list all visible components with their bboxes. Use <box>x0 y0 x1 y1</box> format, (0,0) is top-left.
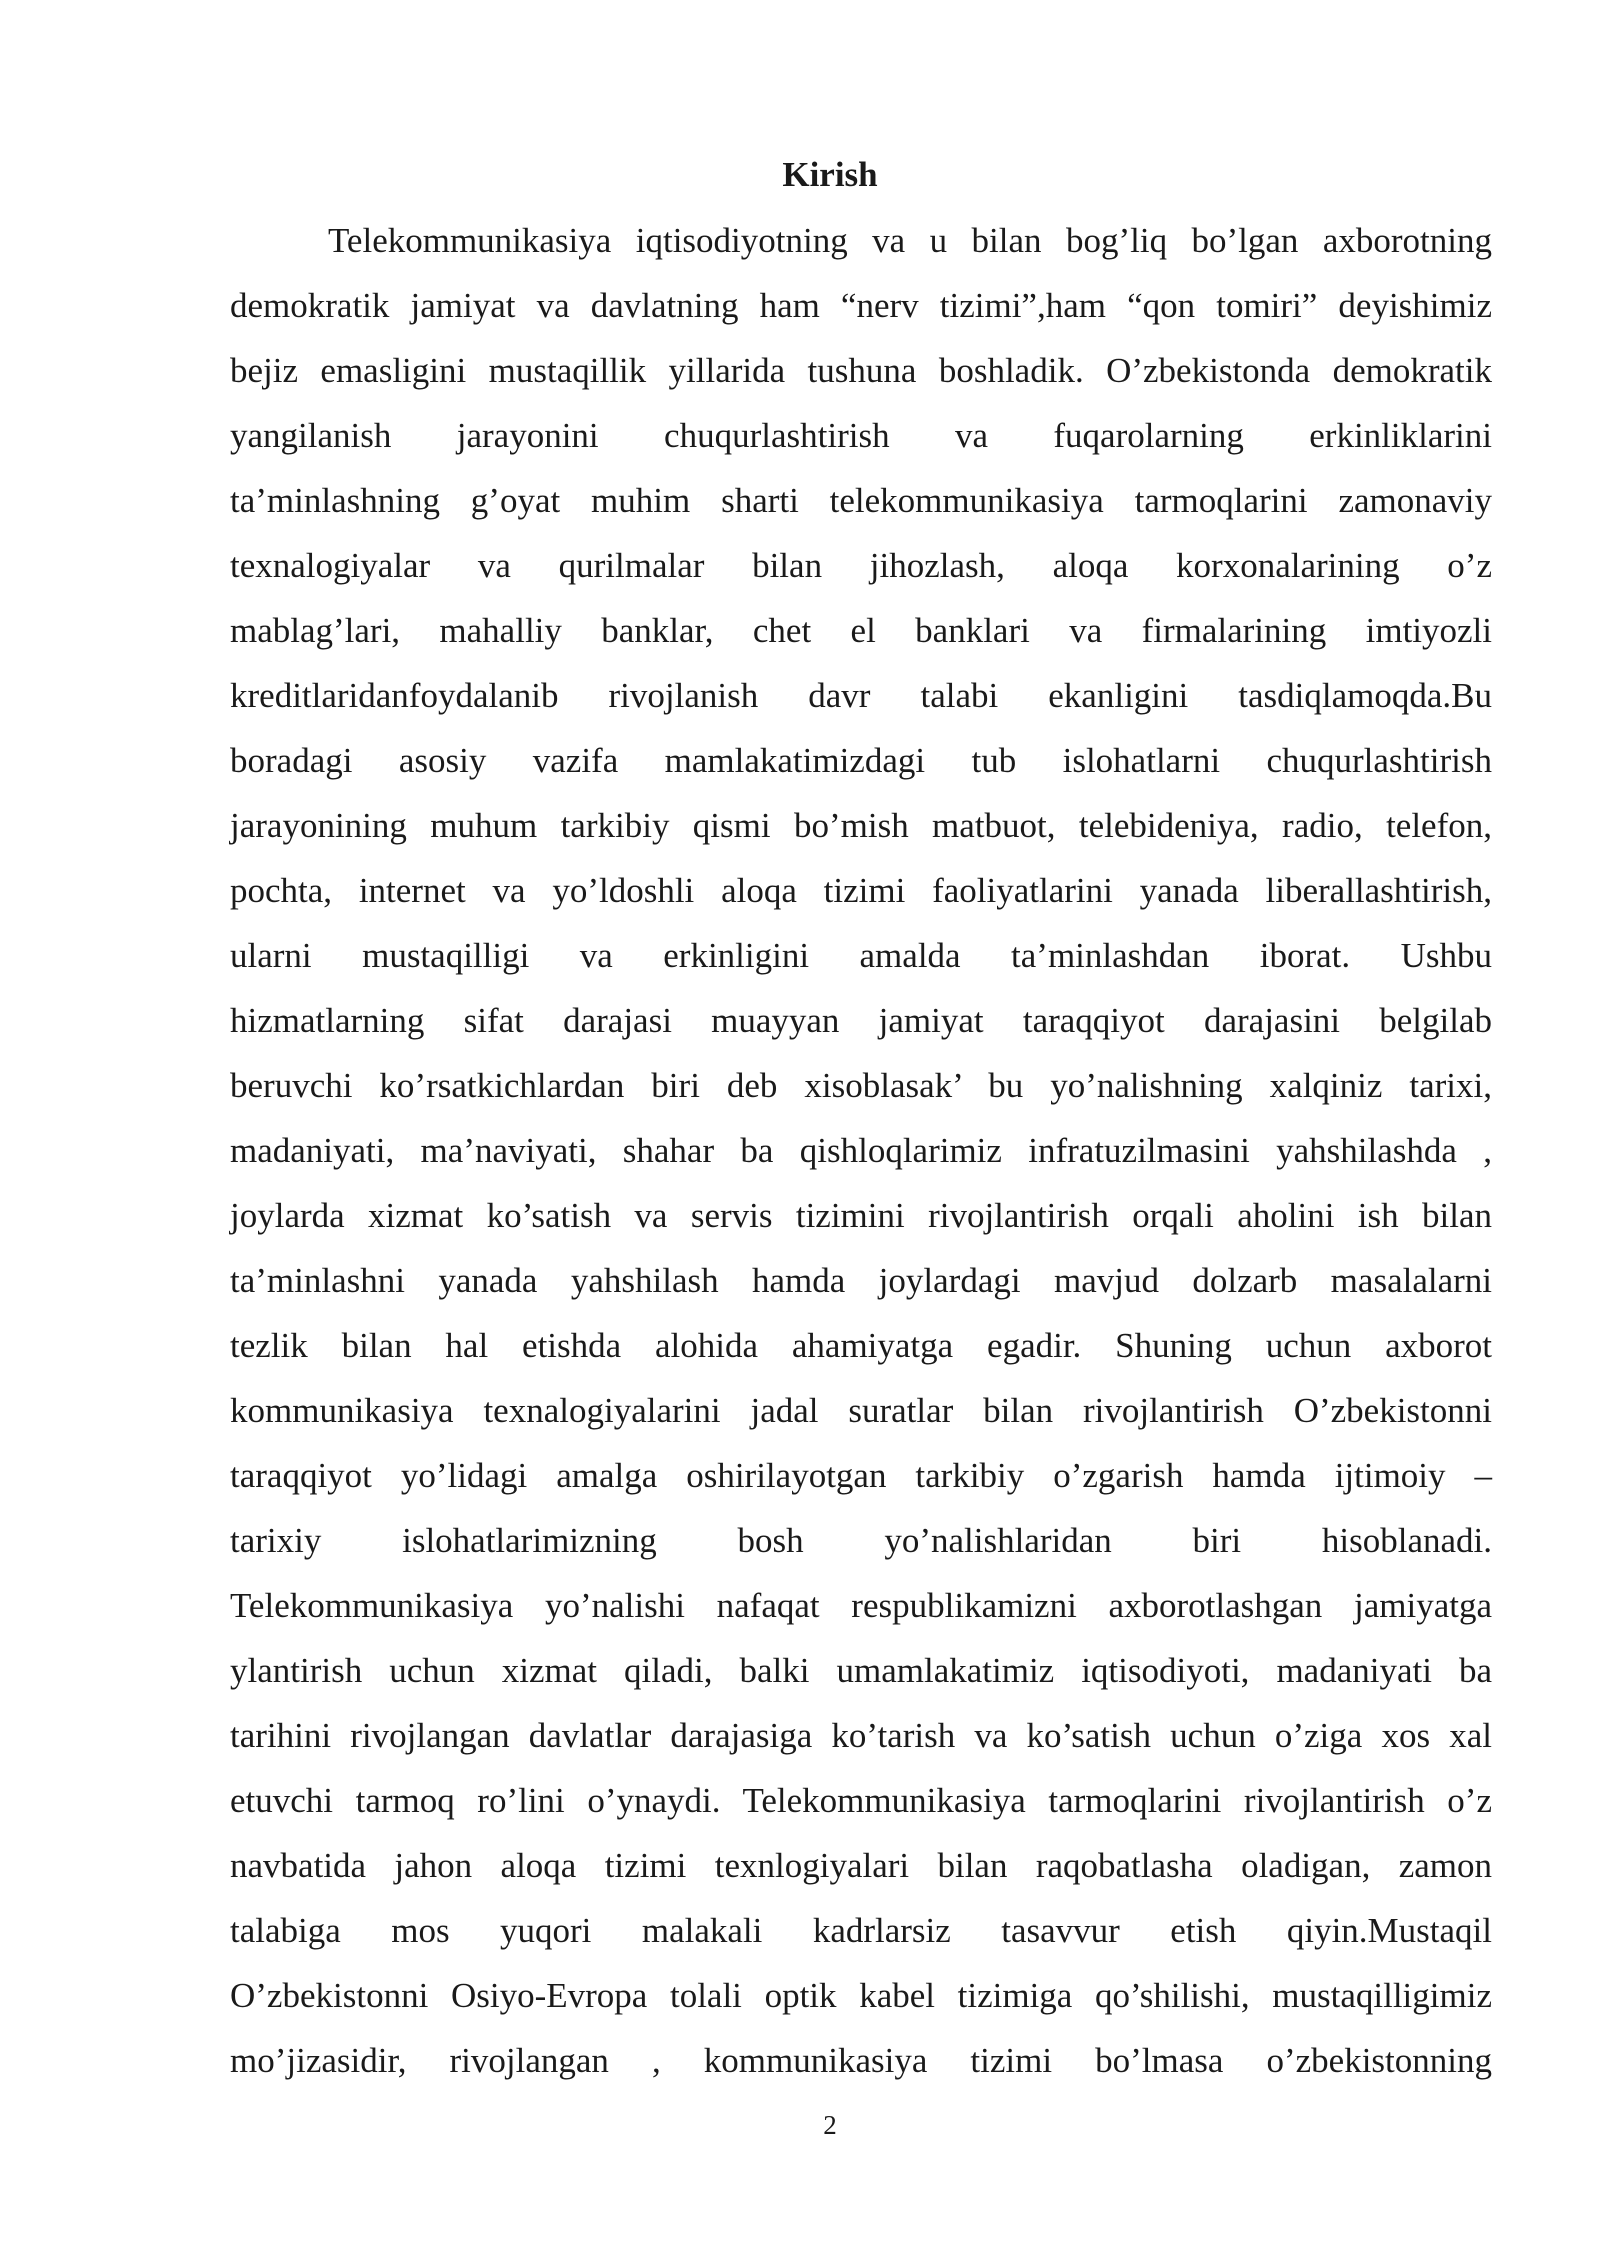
body-paragraph <box>230 208 1492 2093</box>
paragraph-line: taraqqiyot yo’lidagi amalga oshirilayotgan tarkibiy o’zgarish hamda ijtimoiy – <box>230 1456 1492 1495</box>
paragraph-line: boradagi asosiy vazifa mamlakatimizdagi tub islohatlarni chuqurlashtirish <box>230 741 1492 780</box>
paragraph-line: tezlik bilan hal etishda alohida ahamiyatga egadir. Shuning uchun axborot <box>230 1326 1492 1365</box>
paragraph-line: Telekommunikasiya yo’nalishi nafaqat respublikamizni axborotlashgan jamiyatga <box>230 1586 1492 1625</box>
paragraph-line: jarayonining muhum tarkibiy qismi bo’mish matbuot, telebideniya, radio, telefon, <box>230 806 1492 845</box>
paragraph-line: talabiga mos yuqori malakali kadrlarsiz tasavvur etish qiyin.Mustaqil <box>230 1911 1492 1950</box>
paragraph-line: hizmatlarning sifat darajasi muayyan jamiyat taraqqiyot darajasini belgilab <box>230 1001 1492 1040</box>
page-number: 2 <box>823 2110 837 2140</box>
paragraph-line: etuvchi tarmoq ro’lini o’ynaydi. Telekommunikasiya tarmoqlarini rivojlantirish o’z <box>230 1781 1492 1820</box>
section-heading: Kirish <box>782 155 878 194</box>
paragraph-line: demokratik jamiyat va davlatning ham “nerv tizimi”,ham “qon tomiri” deyishimiz <box>230 286 1492 325</box>
paragraph-line: kommunikasiya texnalogiyalarini jadal suratlar bilan rivojlantirish O’zbekistonni <box>230 1391 1492 1430</box>
paragraph-line: Telekommunikasiya iqtisodiyotning va u bilan bog’liq bo’lgan axborotning <box>328 221 1492 260</box>
paragraph-line: tarihini rivojlangan davlatlar darajasiga ko’tarish va ko’satish uchun o’ziga xos xal <box>230 1716 1492 1755</box>
paragraph-line: bejiz emasligini mustaqillik yillarida tushuna boshladik. O’zbekistonda demokratik <box>230 351 1492 390</box>
paragraph-line: madaniyati, ma’naviyati, shahar ba qishloqlarimiz infratuzilmasini yahshilashda , <box>230 1131 1492 1170</box>
paragraph-line: navbatida jahon aloqa tizimi texnlogiyalari bilan raqobatlasha oladigan, zamon <box>230 1846 1492 1885</box>
paragraph-line: joylarda xizmat ko’satish va servis tizimini rivojlantirish orqali aholini ish bilan <box>230 1196 1492 1235</box>
paragraph-line: kreditlaridanfoydalanib rivojlanish davr talabi ekanligini tasdiqlamoqda.Bu <box>230 676 1492 715</box>
paragraph-line: ylantirish uchun xizmat qiladi, balki umamlakatimiz iqtisodiyoti, madaniyati ba <box>230 1651 1492 1690</box>
paragraph-line: yangilanish jarayonini chuqurlashtirish va fuqarolarning erkinliklarini <box>230 416 1492 455</box>
paragraph-line: O’zbekistonni Osiyo-Evropa tolali optik kabel tizimiga qo’shilishi, mustaqilligimiz <box>230 1976 1492 2015</box>
paragraph-line: ularni mustaqilligi va erkinligini amalda ta’minlashdan iborat. Ushbu <box>230 936 1492 975</box>
paragraph-line: beruvchi ko’rsatkichlardan biri deb xisoblasak’ bu yo’nalishning xalqiniz tarixi, <box>230 1066 1492 1105</box>
paragraph-line: mo’jizasidir, rivojlangan , kommunikasiya tizimi bo’lmasa o’zbekistonning <box>230 2041 1492 2080</box>
paragraph-line: pochta, internet va yo’ldoshli aloqa tizimi faoliyatlarini yanada liberallashtirish, <box>230 871 1492 910</box>
paragraph-line: tarixiy islohatlarimizning bosh yo’nalishlaridan biri hisoblanadi. <box>230 1521 1492 1560</box>
paragraph-line: ta’minlashni yanada yahshilash hamda joylardagi mavjud dolzarb masalalarni <box>230 1261 1492 1300</box>
paragraph-line: texnalogiyalar va qurilmalar bilan jihozlash, aloqa korxonalarining o’z <box>230 546 1492 585</box>
paragraph-line: mablag’lari, mahalliy banklar, chet el banklari va firmalarining imtiyozli <box>230 611 1492 650</box>
paragraph-line: ta’minlashning g’oyat muhim sharti telekommunikasiya tarmoqlarini zamonaviy <box>230 481 1492 520</box>
